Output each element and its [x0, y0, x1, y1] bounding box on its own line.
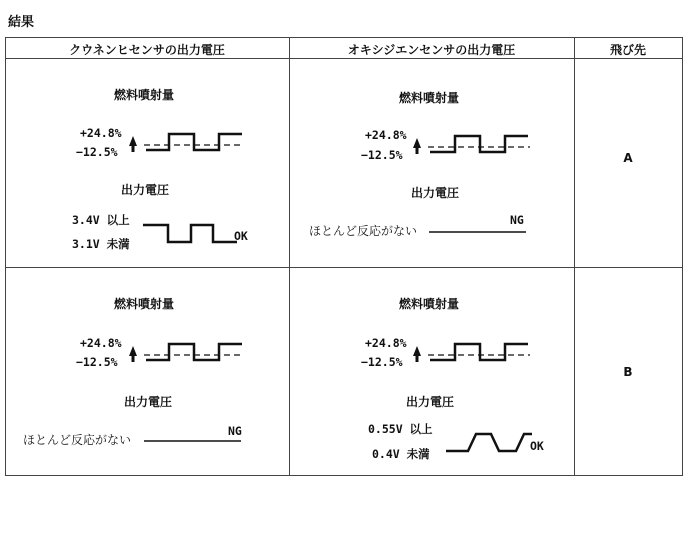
injection-waveform [124, 338, 244, 366]
jump-target-a: A [623, 151, 633, 165]
voltage-text: ほとんど反応がない [309, 224, 418, 238]
injection-label: 燃料噴射量 [399, 297, 460, 311]
flat-voltage-line [144, 438, 244, 444]
result-ok: OK [234, 229, 248, 243]
injection-upper-value: +24.8% [365, 128, 407, 142]
voltage-upper-value: 3.4V 以上 [72, 213, 130, 227]
injection-lower-value: −12.5% [76, 145, 118, 159]
voltage-lower-value: 0.4V 未満 [372, 447, 430, 461]
voltage-label: 出力電圧 [411, 186, 460, 200]
jump-target-b: B [623, 365, 633, 379]
voltage-label: 出力電圧 [124, 395, 173, 409]
result-ok: OK [530, 439, 544, 453]
injection-waveform [408, 338, 532, 366]
injection-lower-value: −12.5% [76, 355, 118, 369]
voltage-label: 出力電圧 [406, 395, 455, 409]
voltage-waveform [143, 222, 243, 246]
injection-waveform [124, 128, 244, 156]
injection-waveform [408, 130, 532, 158]
injection-label: 燃料噴射量 [114, 297, 175, 311]
injection-upper-value: +24.8% [80, 336, 122, 350]
voltage-lower-value: 3.1V 未満 [72, 237, 130, 251]
injection-lower-value: −12.5% [361, 355, 403, 369]
injection-label: 燃料噴射量 [399, 91, 460, 105]
header-air-fuel-sensor: クウネンヒセンサの出力電圧 [69, 43, 225, 57]
header-oxygen-sensor: オキシジエンセンサの出力電圧 [347, 43, 516, 57]
flat-voltage-line [429, 229, 529, 235]
injection-lower-value: −12.5% [361, 148, 403, 162]
injection-label: 燃料噴射量 [114, 88, 175, 102]
voltage-text: ほとんど反応がない [23, 433, 132, 447]
injection-upper-value: +24.8% [365, 336, 407, 350]
page-title: 結果 [8, 15, 35, 30]
voltage-upper-value: 0.55V 以上 [368, 422, 433, 436]
injection-upper-value: +24.8% [80, 126, 122, 140]
header-jump-target: 飛び先 [609, 43, 646, 57]
result-ng: NG [510, 213, 524, 227]
result-ng: NG [228, 424, 242, 438]
voltage-label: 出力電圧 [121, 183, 170, 197]
